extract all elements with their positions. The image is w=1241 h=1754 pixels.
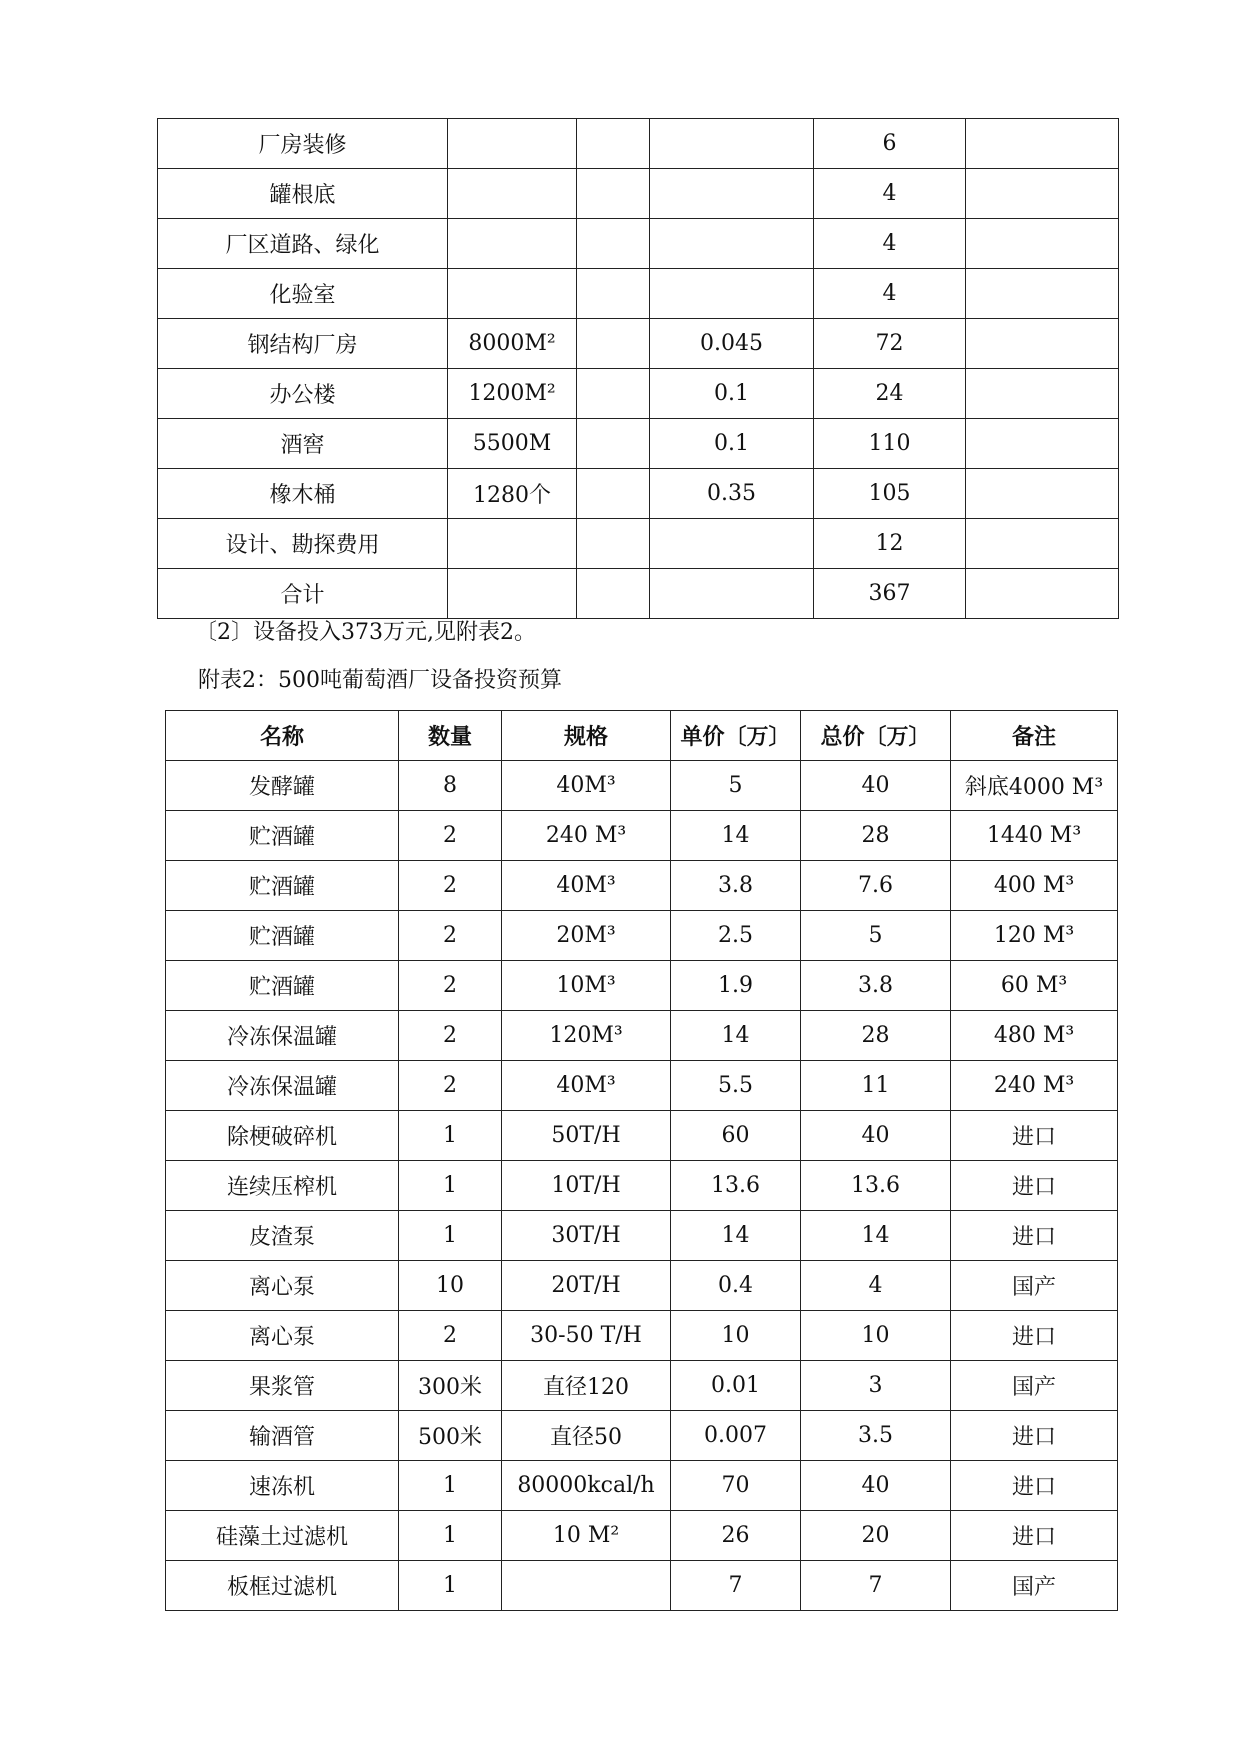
table-cell: 贮酒罐 [166, 811, 399, 861]
equipment-table-header-row [166, 711, 1118, 761]
table-cell: 26 [671, 1511, 801, 1561]
table-cell: 钢结构厂房 [158, 319, 448, 369]
table-cell: 合计 [158, 569, 448, 619]
table-row [166, 1461, 1118, 1511]
table-cell: 进口 [951, 1211, 1118, 1261]
table-cell: 4 [801, 1261, 951, 1311]
table-cell [448, 169, 577, 219]
table-cell: 离心泵 [166, 1311, 399, 1361]
table-row [166, 1211, 1118, 1261]
table-cell: 设计、勘探费用 [158, 519, 448, 569]
table-row [158, 419, 1119, 469]
table-cell: 2 [399, 961, 502, 1011]
table-cell: 贮酒罐 [166, 861, 399, 911]
table-cell: 1 [399, 1211, 502, 1261]
table-row [166, 811, 1118, 861]
table-cell [966, 119, 1119, 169]
construction-cost-table [157, 118, 1119, 619]
table-row [166, 1261, 1118, 1311]
table-cell: 冷冻保温罐 [166, 1061, 399, 1111]
equipment-table-caption: 附表2：500吨葡萄酒厂设备投资预算 [198, 668, 562, 693]
table-row [158, 569, 1119, 619]
table-cell: 直径120 [502, 1361, 671, 1411]
table-cell: 10 [801, 1311, 951, 1361]
table-cell: 60 M³ [951, 961, 1118, 1011]
table-cell: 40 [801, 1111, 951, 1161]
table-cell [966, 319, 1119, 369]
table-cell [966, 419, 1119, 469]
table-row [166, 1111, 1118, 1161]
table-cell: 离心泵 [166, 1261, 399, 1311]
table-cell: 30T/H [502, 1211, 671, 1261]
table-cell: 10 [399, 1261, 502, 1311]
table-cell: 斜底4000 M³ [951, 761, 1118, 811]
table-cell: 8000M² [448, 319, 577, 369]
table-cell [577, 469, 650, 519]
table-cell: 厂房装修 [158, 119, 448, 169]
table-row [166, 1561, 1118, 1611]
table-cell [650, 519, 814, 569]
table-cell: 60 [671, 1111, 801, 1161]
table-row [166, 861, 1118, 911]
table-cell: 13.6 [671, 1161, 801, 1211]
table-cell: 10T/H [502, 1161, 671, 1211]
column-header: 数量 [399, 711, 502, 761]
table-row [158, 219, 1119, 269]
table-cell: 直径50 [502, 1411, 671, 1461]
table-cell [577, 569, 650, 619]
table-cell: 5 [801, 911, 951, 961]
table-cell: 进口 [951, 1161, 1118, 1211]
table-cell: 8 [399, 761, 502, 811]
table-cell: 40M³ [502, 1061, 671, 1111]
table-cell: 28 [801, 811, 951, 861]
column-header: 名称 [166, 711, 399, 761]
table-cell: 5500M [448, 419, 577, 469]
table-cell: 果浆管 [166, 1361, 399, 1411]
table-cell: 24 [814, 369, 966, 419]
table-cell: 2.5 [671, 911, 801, 961]
table-cell [448, 519, 577, 569]
table-cell: 14 [801, 1211, 951, 1261]
table-cell [966, 169, 1119, 219]
table-cell: 国产 [951, 1261, 1118, 1311]
table-cell: 240 M³ [951, 1061, 1118, 1111]
table-cell: 速冻机 [166, 1461, 399, 1511]
table-cell: 7 [801, 1561, 951, 1611]
table-cell: 罐根底 [158, 169, 448, 219]
table-row [158, 169, 1119, 219]
table-cell: 28 [801, 1011, 951, 1061]
table-cell: 10 [671, 1311, 801, 1361]
table-cell [966, 469, 1119, 519]
table-cell: 6 [814, 119, 966, 169]
table-row [158, 119, 1119, 169]
table-cell: 110 [814, 419, 966, 469]
table-cell: 硅藻土过滤机 [166, 1511, 399, 1561]
table-cell: 橡木桶 [158, 469, 448, 519]
table-cell: 厂区道路、绿化 [158, 219, 448, 269]
table-cell: 冷冻保温罐 [166, 1011, 399, 1061]
table-cell: 板框过滤机 [166, 1561, 399, 1611]
table-cell: 10M³ [502, 961, 671, 1011]
table-cell: 3 [801, 1361, 951, 1411]
table-cell [650, 169, 814, 219]
table-row [158, 519, 1119, 569]
column-header: 单价〔万〕 [671, 711, 801, 761]
table-cell: 3.8 [671, 861, 801, 911]
table-cell: 14 [671, 811, 801, 861]
table-cell [577, 519, 650, 569]
table-cell [448, 219, 577, 269]
table-row [166, 1311, 1118, 1361]
table-cell: 5 [671, 761, 801, 811]
table-cell: 发酵罐 [166, 761, 399, 811]
table-cell: 20M³ [502, 911, 671, 961]
table-row [158, 269, 1119, 319]
table-cell: 贮酒罐 [166, 961, 399, 1011]
table-row [158, 469, 1119, 519]
table-cell [502, 1561, 671, 1611]
table-cell: 皮渣泵 [166, 1211, 399, 1261]
table-cell: 除梗破碎机 [166, 1111, 399, 1161]
table-cell: 12 [814, 519, 966, 569]
table-cell: 1280个 [448, 469, 577, 519]
table-cell [966, 569, 1119, 619]
table-cell: 进口 [951, 1511, 1118, 1561]
table-cell: 进口 [951, 1111, 1118, 1161]
table-cell [650, 219, 814, 269]
table-row [166, 961, 1118, 1011]
table-cell: 13.6 [801, 1161, 951, 1211]
equipment-budget-table [165, 710, 1118, 1611]
table-cell: 7.6 [801, 861, 951, 911]
table-row [158, 369, 1119, 419]
table-cell [966, 369, 1119, 419]
table-row [166, 1511, 1118, 1561]
table-row [166, 761, 1118, 811]
table-cell: 20 [801, 1511, 951, 1561]
table-cell: 30-50 T/H [502, 1311, 671, 1361]
table-cell: 2 [399, 811, 502, 861]
table-cell [650, 119, 814, 169]
table-cell: 40M³ [502, 761, 671, 811]
table-row [166, 1411, 1118, 1461]
table-cell [577, 319, 650, 369]
table-cell: 连续压榨机 [166, 1161, 399, 1211]
table-cell: 酒窖 [158, 419, 448, 469]
equipment-investment-note: 〔2〕设备投入373万元,见附表2。 [195, 620, 536, 645]
table-cell: 2 [399, 1061, 502, 1111]
table-row [158, 319, 1119, 369]
table-cell: 2 [399, 861, 502, 911]
table-cell: 0.007 [671, 1411, 801, 1461]
table-cell: 14 [671, 1211, 801, 1261]
table-cell: 0.1 [650, 419, 814, 469]
table-cell: 0.1 [650, 369, 814, 419]
table-cell: 1 [399, 1461, 502, 1511]
table-cell [966, 219, 1119, 269]
table-cell: 2 [399, 1311, 502, 1361]
table-cell [966, 269, 1119, 319]
table-cell: 4 [814, 269, 966, 319]
table-cell [577, 419, 650, 469]
table-cell [577, 219, 650, 269]
table-cell: 国产 [951, 1361, 1118, 1411]
table-row [166, 1361, 1118, 1411]
table-cell: 0.4 [671, 1261, 801, 1311]
table-cell [577, 269, 650, 319]
table-cell [966, 519, 1119, 569]
table-cell: 国产 [951, 1561, 1118, 1611]
table-cell: 4 [814, 219, 966, 269]
table-cell: 2 [399, 1011, 502, 1061]
table-cell [577, 119, 650, 169]
table-cell: 300米 [399, 1361, 502, 1411]
table-cell: 70 [671, 1461, 801, 1511]
table-cell [577, 369, 650, 419]
construction-cost-table-body [158, 119, 1119, 619]
table-cell: 进口 [951, 1311, 1118, 1361]
table-cell: 1.9 [671, 961, 801, 1011]
table-cell: 3.8 [801, 961, 951, 1011]
table-cell: 14 [671, 1011, 801, 1061]
table-cell: 40 [801, 761, 951, 811]
table-cell: 367 [814, 569, 966, 619]
table-cell: 1 [399, 1161, 502, 1211]
table-cell: 办公楼 [158, 369, 448, 419]
table-cell: 7 [671, 1561, 801, 1611]
table-cell: 20T/H [502, 1261, 671, 1311]
table-cell: 1 [399, 1561, 502, 1611]
table-cell: 10 M² [502, 1511, 671, 1561]
table-cell: 480 M³ [951, 1011, 1118, 1061]
table-cell: 4 [814, 169, 966, 219]
table-row [166, 911, 1118, 961]
table-cell: 11 [801, 1061, 951, 1111]
table-cell: 240 M³ [502, 811, 671, 861]
table-cell: 5.5 [671, 1061, 801, 1111]
table-cell: 1 [399, 1511, 502, 1561]
table-cell: 进口 [951, 1461, 1118, 1511]
table-cell: 400 M³ [951, 861, 1118, 911]
table-cell: 72 [814, 319, 966, 369]
table-cell: 1 [399, 1111, 502, 1161]
table-cell [448, 119, 577, 169]
table-cell [650, 569, 814, 619]
table-cell: 化验室 [158, 269, 448, 319]
equipment-budget-table-body [166, 761, 1118, 1611]
table-cell: 1200M² [448, 369, 577, 419]
column-header: 规格 [502, 711, 671, 761]
column-header: 总价〔万〕 [801, 711, 951, 761]
column-header: 备注 [951, 711, 1118, 761]
table-cell: 40 [801, 1461, 951, 1511]
table-row [166, 1161, 1118, 1211]
table-cell: 0.045 [650, 319, 814, 369]
table-row [166, 1061, 1118, 1111]
table-cell: 1440 M³ [951, 811, 1118, 861]
table-cell: 105 [814, 469, 966, 519]
table-row [166, 1011, 1118, 1061]
table-cell [448, 569, 577, 619]
table-cell: 120 M³ [951, 911, 1118, 961]
table-cell: 40M³ [502, 861, 671, 911]
table-cell: 120M³ [502, 1011, 671, 1061]
table-cell: 80000kcal/h [502, 1461, 671, 1511]
table-cell: 2 [399, 911, 502, 961]
table-cell [650, 269, 814, 319]
table-cell: 输酒管 [166, 1411, 399, 1461]
table-cell [448, 269, 577, 319]
table-cell: 进口 [951, 1411, 1118, 1461]
table-cell [577, 169, 650, 219]
table-cell: 50T/H [502, 1111, 671, 1161]
table-cell: 500米 [399, 1411, 502, 1461]
table-cell: 贮酒罐 [166, 911, 399, 961]
table-cell: 0.35 [650, 469, 814, 519]
table-cell: 3.5 [801, 1411, 951, 1461]
table-cell: 0.01 [671, 1361, 801, 1411]
